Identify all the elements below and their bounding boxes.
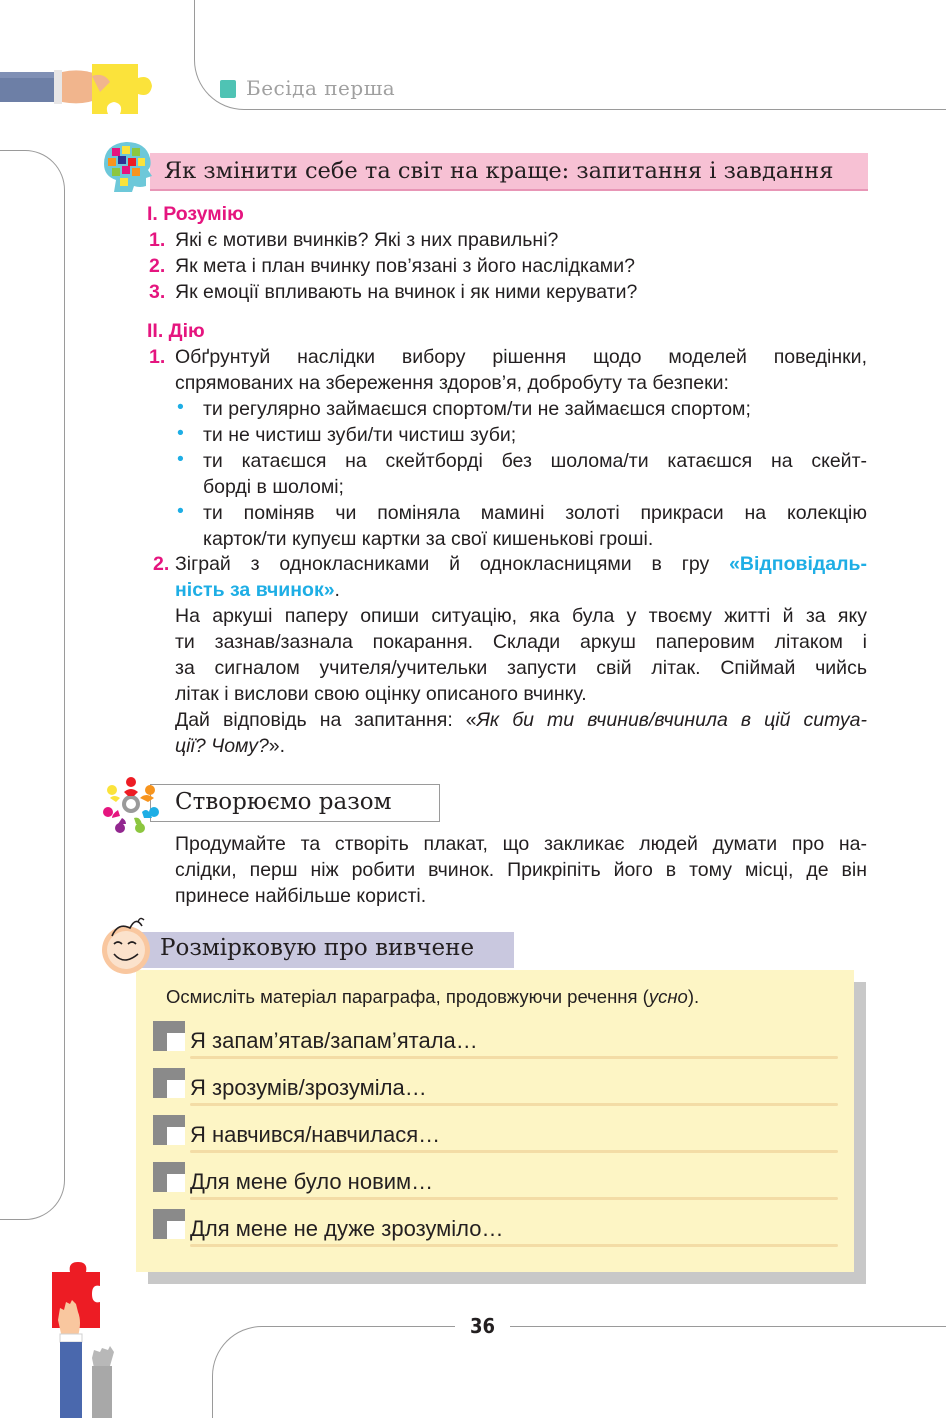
create-section-title: Створюємо разом <box>175 789 392 815</box>
bullet-marker: • <box>177 422 184 444</box>
act-task1-line-1: Обґрунтуй наслідки вибору рішення щодо моделей поведінки, <box>175 346 867 368</box>
answer-question-part-2: ції? Чому? <box>175 735 269 757</box>
answer-suffix: ». <box>268 735 286 757</box>
reflection-row-line <box>190 1244 838 1247</box>
people-circle-icon <box>100 774 162 834</box>
row-corner-marker <box>153 1209 185 1239</box>
act-task2-answer-line-2 <box>175 734 285 760</box>
bullet-3-line-1: ти катаєшся на скейтборді без шолома/ти катаєшся на скейт- <box>203 450 867 472</box>
row-corner-marker <box>153 1021 185 1051</box>
bullet-1-line-1: ти регулярно займаєшся спортом/ти не займаєшся спортом; <box>203 398 751 420</box>
act-task2-para-line-3: за сигналом учителя/учительки запусти свій літак. Спіймай чийсь <box>175 657 867 679</box>
smiling-face-icon <box>100 914 156 974</box>
understand-heading: I. Розумію <box>147 203 244 225</box>
reflect-section-title: Розмірковую про вивчене <box>160 935 475 961</box>
intro-prefix: Осмисліть матеріал параграфа, продовжуючи речення ( <box>166 986 649 1007</box>
page-frame-left <box>0 150 65 1220</box>
create-line-3: принесе найбільше користі. <box>175 885 427 907</box>
page-frame-bottom <box>212 1326 946 1418</box>
reflection-row-5: Для мене не дуже зрозуміло… <box>190 1216 504 1241</box>
understand-question-3: Як емоції впливають на вчинок і як ними керувати? <box>175 281 638 303</box>
reflection-row-line <box>190 1150 838 1153</box>
intro-italic: усно <box>648 986 688 1007</box>
reflection-row-2: Я зрозумів/зрозуміла… <box>190 1075 427 1100</box>
understand-num-2: 2. <box>149 255 166 277</box>
reflection-row-1: Я запам’ятав/запам’ятала… <box>190 1028 478 1053</box>
act-task2-para-line-2: ти зазнав/зазнала покарання. Склади аркуш паперовим літаком і <box>175 631 867 653</box>
bullet-marker: • <box>177 500 184 522</box>
game-name-period: . <box>334 579 340 601</box>
act-task2-num: 2. <box>153 553 170 575</box>
bullet-4-line-2: карток/ти купуєш картки за свої кишенькові гроші. <box>203 528 654 550</box>
chapter-title: Бесіда перша <box>246 76 396 100</box>
reflection-row-line <box>190 1103 838 1106</box>
create-line-2: слідки, перш ніж робити вчинок. Прикріпіть його в тому місці, де він <box>175 859 867 881</box>
hands-puzzle-bottom-icon <box>48 1262 122 1418</box>
act-task1-line-2: спрямованих на збереження здоров’я, добробуту та безпеки: <box>175 372 729 394</box>
game-name-part-1: «Відповідаль- <box>729 553 867 575</box>
colorful-head-icon <box>100 136 156 196</box>
act-task2-line-1 <box>175 552 867 578</box>
hand-puzzle-top-icon <box>0 62 160 120</box>
create-line-1: Продумайте та створіть плакат, що закликає людей думати про на- <box>175 833 867 855</box>
create-section-bar <box>150 784 440 822</box>
row-corner-marker <box>153 1068 185 1098</box>
act-task2-line-2 <box>175 578 340 604</box>
bullet-marker: • <box>177 396 184 418</box>
bullet-3-line-2: борді в шоломі; <box>203 476 344 498</box>
row-corner-marker <box>153 1115 185 1145</box>
questions-section-title: Як змінити себе та світ на краще: запитання і завдання <box>164 158 834 184</box>
reflection-row-line <box>190 1056 838 1059</box>
act-task2-answer-line-1 <box>175 708 867 734</box>
act-task2-prefix: Зіграй з однокласниками й однокласницями в гру <box>175 553 730 575</box>
bullet-2-line-1: ти не чистиш зуби/ти чистиш зуби; <box>203 424 517 446</box>
reflection-row-4: Для мене було новим… <box>190 1169 434 1194</box>
act-task2-para-line-4: літак і вислови свою оцінку описаного вчинку. <box>175 683 587 705</box>
chapter-marker <box>220 80 236 98</box>
understand-question-1: Які є мотиви вчинків? Які з них правильні? <box>175 229 559 251</box>
questions-section-bar <box>150 153 868 191</box>
act-heading: II. Дію <box>147 320 205 342</box>
game-name-part-2: ність за вчинок» <box>175 579 335 601</box>
understand-num-3: 3. <box>149 281 166 303</box>
reflection-row-3: Я навчився/навчилася… <box>190 1122 441 1147</box>
act-task2-para-line-1: На аркуші паперу опиши ситуацію, яка була у твоєму житті й за яку <box>175 605 867 627</box>
page-number: 36 <box>469 1314 496 1338</box>
bullet-marker: • <box>177 448 184 470</box>
answer-prefix: Дай відповідь на запитання: « <box>175 709 477 731</box>
understand-question-2: Як мета і план вчинку пов’язані з його наслідками? <box>175 255 635 277</box>
act-task1-num: 1. <box>149 346 166 368</box>
reflection-intro <box>166 986 699 1008</box>
row-corner-marker <box>153 1162 185 1192</box>
bullet-4-line-1: ти поміняв чи поміняла мамині золоті прикраси на колекцію <box>203 502 867 524</box>
reflect-section-bar <box>136 932 514 968</box>
answer-question-part-1: Як би ти вчинив/вчинила в цій ситуа- <box>476 709 868 731</box>
intro-suffix: ). <box>687 986 700 1007</box>
reflection-row-line <box>190 1197 838 1200</box>
understand-num-1: 1. <box>149 229 166 251</box>
